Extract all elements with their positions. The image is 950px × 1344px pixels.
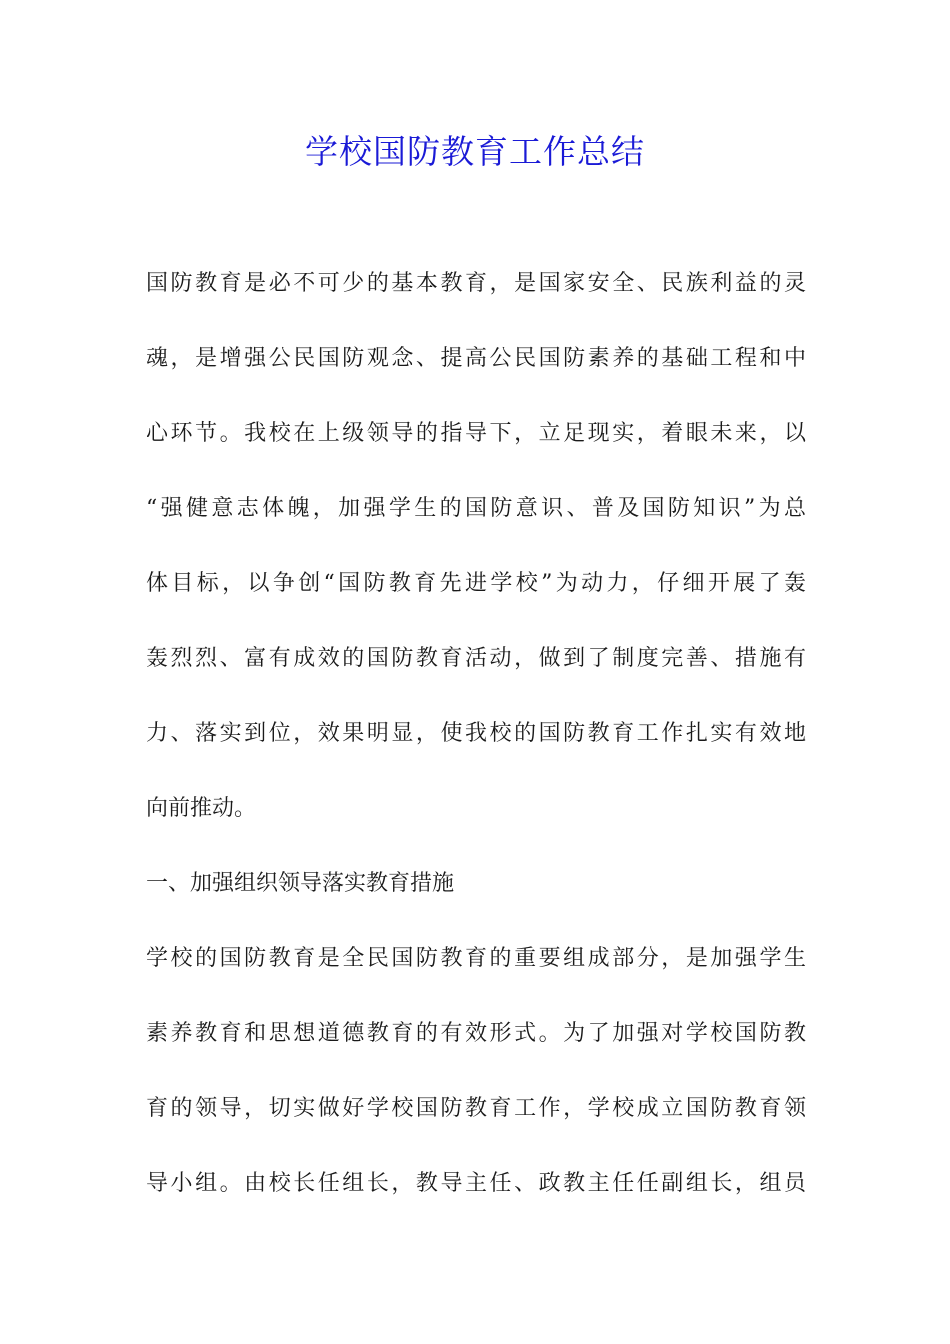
section-heading: 一、加强组织领导落实教育措施 bbox=[146, 871, 455, 896]
paragraph-line: 体目标，以争创“国防教育先进学校”为动力，仔细开展了轰 bbox=[146, 571, 806, 596]
paragraph-line: 向前推动。 bbox=[146, 796, 257, 821]
paragraph-line: 心环节。我校在上级领导的指导下，立足现实，着眼未来，以 bbox=[146, 421, 806, 446]
paragraph-line: 轰烈烈、富有成效的国防教育活动，做到了制度完善、措施有 bbox=[146, 646, 806, 671]
paragraph-line: 力、落实到位，效果明显，使我校的国防教育工作扎实有效地 bbox=[146, 721, 806, 746]
paragraph-line: 导小组。由校长任组长，教导主任、政教主任任副组长，组员 bbox=[146, 1171, 806, 1196]
paragraph-line: 学校的国防教育是全民国防教育的重要组成部分，是加强学生 bbox=[146, 946, 806, 971]
paragraph-line: 魂，是增强公民国防观念、提高公民国防素养的基础工程和中 bbox=[146, 346, 806, 371]
paragraph-line: 国防教育是必不可少的基本教育，是国家安全、民族利益的灵 bbox=[146, 271, 806, 296]
paragraph-line: 育的领导，切实做好学校国防教育工作，学校成立国防教育领 bbox=[146, 1096, 806, 1121]
paragraph-line: 素养教育和思想道德教育的有效形式。为了加强对学校国防教 bbox=[146, 1021, 806, 1046]
paragraph-line: “强健意志体魄，加强学生的国防意识、普及国防知识”为总 bbox=[146, 496, 806, 521]
document-title: 学校国防教育工作总结 bbox=[305, 132, 645, 171]
